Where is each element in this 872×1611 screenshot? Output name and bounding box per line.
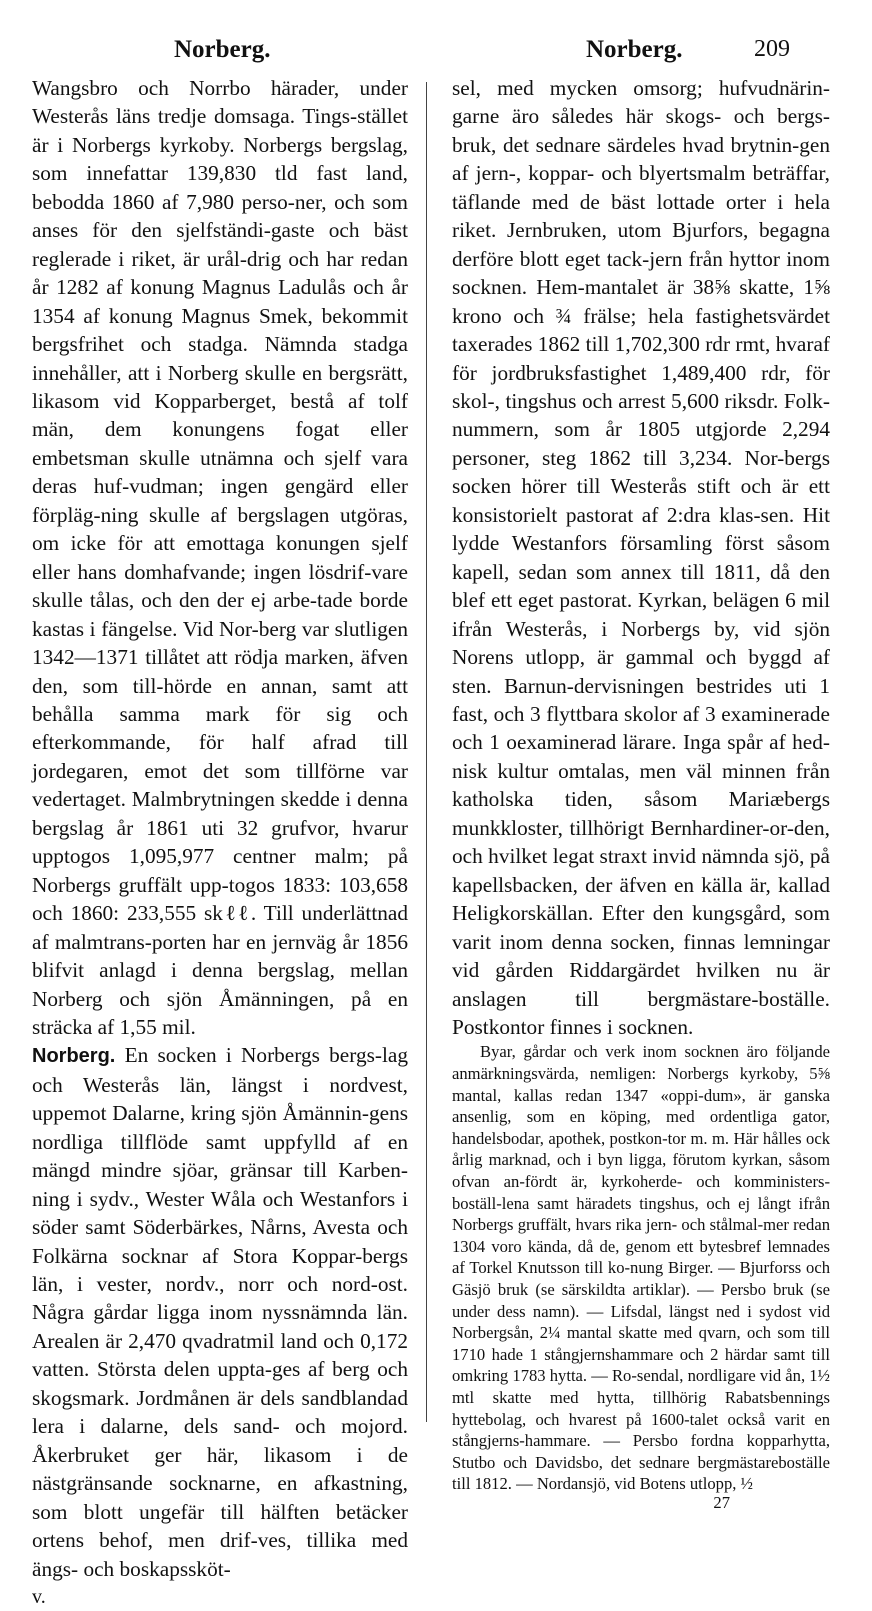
page-number: 209	[754, 36, 790, 62]
left-paragraph-2	[32, 1041, 408, 1583]
small-print-paragraph: Byar, gårdar och verk inom socknen äro följande anmärkningsvärda, nemligen: Norbergs kyrkoby, 5⅝ mantal, kallas redan 1347 «oppi-dum», är ganska ansenlig, som en köping, med ordentliga gator, handelsbodar, apothek, postkon-tor m. m. Här hålles ock årlig marknad, och i byn ligga, förutom kyrkan, såsom ofvan an-fördt är, kyrkoherde- och komministers-boställ-lena samt häradets tingshus, och ej långt ifrån Norbergs gruffält, hvars rika jern- och stålmal-mer redan 1304 voro kända, då de, genom ett bytesbref lemnades af Torkel Knutsson till ko-nung Birger. — Bjurforss och Gäsjö bruk (se särskildta artiklar). — Persbo bruk (se under dess namn). — Lifsdal, längst ned i sydost vid Norbergsån, 2¼ mantal skatte med qvarn, och som till 1710 hade 1 stångjernshammare och 2 härdar samt till omkring 1783 hytta. — Ro-sendal, nordligare vid ån, 1½ mtl skatte med hytta, tillhörig Rabatsbennings hyttebolag, och hvarest på 1600-talet också varit en stångjerns-hammare. — Persbo fordna kopparhytta, Stutbo och Davidsbo, det sednare bergmästareboställe till 1812. — Nordansjö, vid Botens utlopp, ½	[452, 1042, 830, 1494]
column-divider	[426, 82, 427, 1422]
page-header	[0, 36, 872, 76]
left-column	[32, 74, 408, 1611]
right-column	[452, 74, 830, 1511]
right-paragraph-1: sel, med mycken omsorg; hufvudnärin-garne äro således här skogs- och bergs-bruk, det sednare särdeles hvad brytnin-gen af jern-, koppar- och blyertsmalm beträffar, täflande med de bäst lottade orter i hela riket. Jernbruken, utom Bjurfors, begagna derföre blott eget tack-jern från hyttor inom socknen. Hem-mantalet är 38⅝ skatte, 1⅝ krono och ¾ frälse; hela fastighetsvärdet taxerades 1862 till 1,702,300 rdr rmt, hvaraf för jordbruksfastighet 1,489,400 rdr, för skol-, tingshus och arrest 5,600 riksdr. Folk-nummern, som år 1805 utgjorde 2,294 personer, steg 1862 till 3,234. Nor-bergs socken hörer till Westerås stift och är ett konsistorielt pastorat af 2:dra klas-sen. Hit lydde Westanfors församling först såsom kapell, sedan som annex till 1811, då den blef ett eget pastorat. Kyrkan, belägen 6 mil ifrån Westerås, i Norbergs by, vid sjön Norens utlopp, är gammal och byggd af sten. Barnun-dervisningen bestrides uti 1 fast, och 3 flyttbara skolor af 3 examinerade och 1 oexaminerad lärare. Inga spår af hed-nisk kultur omtalas, men väl minnen från katholska tiden, såsom Mariæbergs munkkloster, tillhörigt Bernhardiner-or-den, och hvilket legat straxt invid nämnda sjö, på kapellsbacken, der äfven en källa är, kallad Heligkorskällan. Efter den kungsgård, som varit inom denna socken, finnas lemningar vid gården Riddargärdet hvilken nu är anslagen till bergmästare-boställe. Postkontor finnes i socknen.	[452, 76, 830, 1039]
left-paragraph-1: Wangsbro och Norrbo härader, under Westerås läns tredje domsaga. Tings-stället är i Norbergs kyrkoby. Norbergs bergslag, som innefattar 139,830 tld fast land, bebodda 1860 af 7,980 perso-ner, och som anses för den sjelfständi-gaste och bäst reglerade i riket, är urål-drig och har redan år 1282 af konung Magnus Ladulås och år 1354 af konung Magnus Smek, bekommit bergsfrihet och stadga. Nämnda stadga innehåller, att i Norberg skulle en bergsrätt, likasom vid Kopparberget, bestå af tolf män, dem konungens fogat eller embetsman skulle utnämna och sjelf vara deras huf-vudman; ingen gengärd eller förpläg-ning skulle af bergslagen utgöras, om icke för att emottaga konungen sjelf eller hans domhafvande; ingen lösdrif-vare skulle tålas, och den der ej arbe-tade borde kastas i fängelse. Vid Nor-berg var slutligen 1342—1371 tillåtet att rödja marken, äfven den, som till-hörde en annan, samt att behålla samma mark för sig och efterkommande, för half afrad till jordegaren, emot det som tillförne var vedertaget. Malmbrytningen skedde i denna bergslag år 1861 uti 32 grufvor, hvarur upptogos 1,095,977 centner malm; på Norbergs gruffält upp-togos 1833: 103,658 och 1860: 233,555 skℓℓ. Till underlättnad af malmtrans-porten har en jernväg år 1856 blifvit anlagd i denna bergslag, mellan Norberg och sjön Åmänningen, på en sträcka af 1,55 mil.	[32, 76, 408, 1039]
signature-mark: v.	[32, 1586, 46, 1609]
left-running-title: Norberg.	[174, 36, 271, 63]
right-running-title: Norberg.	[586, 36, 683, 63]
entry-heading: Norberg.	[32, 1045, 116, 1068]
entry-text: En socken i Norbergs bergs-lag och Westerås län, längst i nordvest, uppemot Dalarne, kring sjön Åmännin-gens nordliga tillflöde samt uppfylld af en mängd mindre sjöar, gränsar till Karben-ning i sydv., Wester Wåla och Westanfors i söder samt Söderbärkes, Nårns, Avesta och Folkärna socknar af Stora Koppar-bergs län, i vester, nordv., norr och nord-ost. Några gårdar ligga inom nyssnämnda län. Arealen är 2,470 qvadratmil land och 0,172 vatten. Största delen uppta-ges af berg och skogsmark. Jordmånen är dels sandblandad lera i dalarne, dels sand- och mojord. Åkerbruket ger här, likasom i de nästgränsande socknarne, en afkastning, som blott ungefär till hälften betäcker ortens behof, men drif-ves, tillika med ängs- och boskapssköt-	[32, 1043, 408, 1581]
signature-mark-right: 27	[713, 1492, 730, 1512]
